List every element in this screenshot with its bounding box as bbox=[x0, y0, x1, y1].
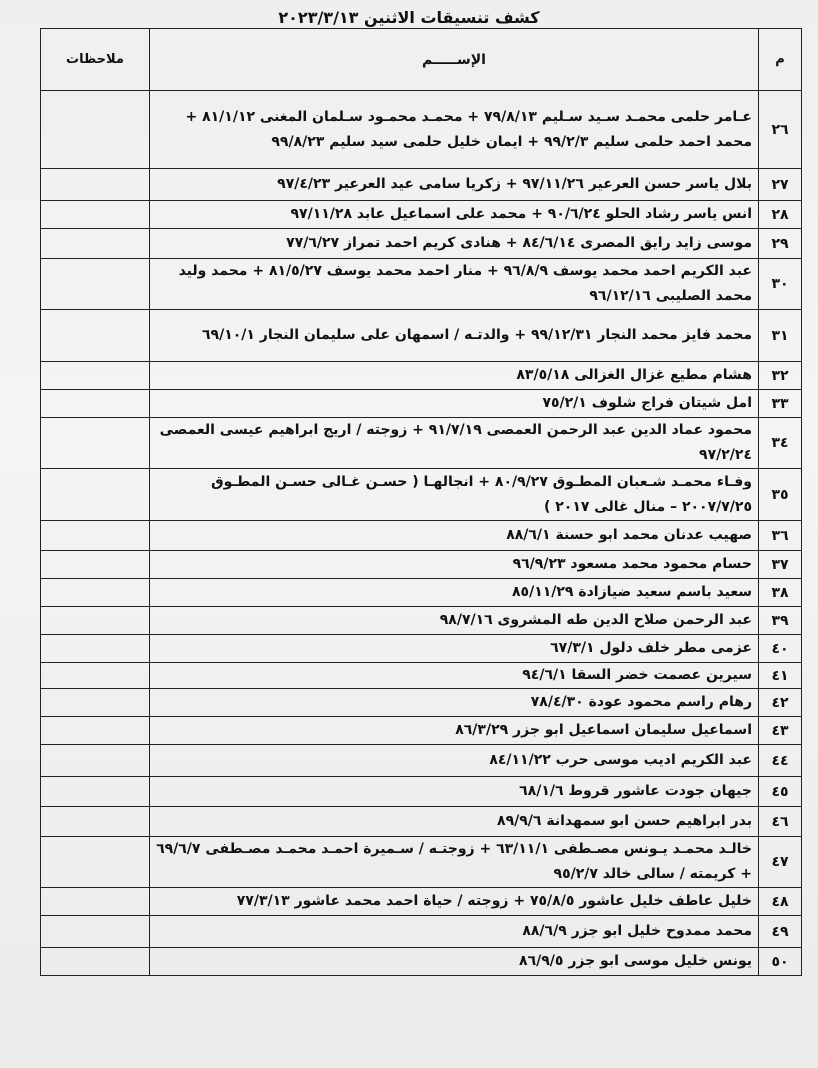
row-number: ٣٧ bbox=[759, 551, 802, 579]
table-row bbox=[41, 229, 802, 259]
row-notes bbox=[41, 689, 150, 717]
row-notes bbox=[41, 418, 150, 469]
row-notes bbox=[41, 745, 150, 777]
row-number: ٤١ bbox=[759, 663, 802, 689]
table-row bbox=[41, 91, 802, 169]
row-name: بلال ياسر حسن العرعير ٩٧/١١/٢٦ + زكريا سامى عيد العرعير ٩٧/٤/٢٣ bbox=[150, 169, 759, 201]
row-name: عبد الرحمن صلاح الدين طه المشروى ٩٨/٧/١٦ bbox=[150, 607, 759, 635]
row-notes bbox=[41, 777, 150, 807]
row-name: عـامر حلمى محمـد سـيد سـليم ٧٩/٨/١٣ + محمـد محمـود سـلمان المغنى ٨١/١/١٢ + محمد احمد حلمى سليم ٩٩/٢/٣ + ايمان خليل حلمى سيد سليم ٩٩/٨/٢٣ bbox=[150, 91, 759, 169]
page-title: كشف تنسيقات الاثنين ٢٠٢٣/٣/١٣ bbox=[278, 8, 540, 27]
row-notes bbox=[41, 169, 150, 201]
row-notes bbox=[41, 229, 150, 259]
row-number: ٣٥ bbox=[759, 469, 802, 521]
row-number: ٣١ bbox=[759, 310, 802, 362]
row-notes bbox=[41, 717, 150, 745]
table-row bbox=[41, 888, 802, 916]
header-notes: ملاحظات bbox=[41, 29, 150, 91]
row-notes bbox=[41, 888, 150, 916]
row-number: ٤٤ bbox=[759, 745, 802, 777]
row-number: ٤٩ bbox=[759, 916, 802, 948]
row-notes bbox=[41, 201, 150, 229]
row-name: موسى زايد رايق المصرى ٨٤/٦/١٤ + هنادى كريم احمد تمراز ٧٧/٦/٢٧ bbox=[150, 229, 759, 259]
row-name: امل شيتان فراج شلوف ٧٥/٢/١ bbox=[150, 390, 759, 418]
row-name: انس ياسر رشاد الحلو ٩٠/٦/٢٤ + محمد على اسماعيل عابد ٩٧/١١/٢٨ bbox=[150, 201, 759, 229]
row-number: ٣٦ bbox=[759, 521, 802, 551]
table-row bbox=[41, 689, 802, 717]
header-name: الإســـــم bbox=[150, 29, 759, 91]
table-row bbox=[41, 663, 802, 689]
row-number: ٤٥ bbox=[759, 777, 802, 807]
row-notes bbox=[41, 579, 150, 607]
row-notes bbox=[41, 607, 150, 635]
row-name: رهام راسم محمود عودة ٧٨/٤/٣٠ bbox=[150, 689, 759, 717]
table-row bbox=[41, 717, 802, 745]
table-row bbox=[41, 777, 802, 807]
row-notes bbox=[41, 948, 150, 976]
row-number: ٣٩ bbox=[759, 607, 802, 635]
row-number: ٢٨ bbox=[759, 201, 802, 229]
table-row bbox=[41, 635, 802, 663]
row-notes bbox=[41, 469, 150, 521]
table-row bbox=[41, 201, 802, 229]
row-notes bbox=[41, 837, 150, 888]
row-number: ٣٢ bbox=[759, 362, 802, 390]
table-body bbox=[41, 91, 802, 976]
row-name: سعيد باسم سعيد ضيازادة ٨٥/١١/٢٩ bbox=[150, 579, 759, 607]
row-notes bbox=[41, 259, 150, 310]
row-name: اسماعيل سليمان اسماعيل ابو جزر ٨٦/٣/٢٩ bbox=[150, 717, 759, 745]
table-row bbox=[41, 837, 802, 888]
table-row bbox=[41, 551, 802, 579]
table-row bbox=[41, 169, 802, 201]
row-name: محمد فايز محمد النجار ٩٩/١٢/٣١ + والدتـه / اسمهان على سليمان النجار ٦٩/١٠/١ bbox=[150, 310, 759, 362]
table-row bbox=[41, 916, 802, 948]
row-name: صهيب عدنان محمد ابو حسنة ٨٨/٦/١ bbox=[150, 521, 759, 551]
row-number: ٤٦ bbox=[759, 807, 802, 837]
row-name: حسام محمود محمد مسعود ٩٦/٩/٢٣ bbox=[150, 551, 759, 579]
row-number: ٤٣ bbox=[759, 717, 802, 745]
row-name: عبد الكريم اديب موسى حرب ٨٤/١١/٢٢ bbox=[150, 745, 759, 777]
table-row bbox=[41, 579, 802, 607]
row-notes bbox=[41, 91, 150, 169]
row-name: بدر ابراهيم حسن ابو سمهدانة ٨٩/٩/٦ bbox=[150, 807, 759, 837]
row-notes bbox=[41, 390, 150, 418]
row-name: خالـد محمـد يـونس مصـطفى ٦٣/١١/١ + زوجتـه / سـميرة احمـد محمـد مصـطفى ٦٩/٦/٧ + كريمته / سالى خالد ٩٥/٢/٧ bbox=[150, 837, 759, 888]
row-number: ٣٨ bbox=[759, 579, 802, 607]
row-notes bbox=[41, 916, 150, 948]
row-number: ٢٦ bbox=[759, 91, 802, 169]
row-number: ٢٧ bbox=[759, 169, 802, 201]
row-notes bbox=[41, 521, 150, 551]
row-number: ٣٠ bbox=[759, 259, 802, 310]
row-number: ٢٩ bbox=[759, 229, 802, 259]
table-row bbox=[41, 521, 802, 551]
row-name: يونس خليل موسى ابو جزر ٨٦/٩/٥ bbox=[150, 948, 759, 976]
row-number: ٤٢ bbox=[759, 689, 802, 717]
row-number: ٥٠ bbox=[759, 948, 802, 976]
names-table bbox=[40, 28, 802, 976]
row-name: سيرين عصمت خضر السقا ٩٤/٦/١ bbox=[150, 663, 759, 689]
row-name: عزمى مطر خلف دلول ٦٧/٣/١ bbox=[150, 635, 759, 663]
table-row bbox=[41, 390, 802, 418]
header-number: م bbox=[759, 29, 802, 91]
row-number: ٤٨ bbox=[759, 888, 802, 916]
row-number: ٤٧ bbox=[759, 837, 802, 888]
table-row bbox=[41, 362, 802, 390]
row-name: هشام مطيع غزال الغزالى ٨٣/٥/١٨ bbox=[150, 362, 759, 390]
table-row bbox=[41, 418, 802, 469]
row-name: عبد الكريم احمد محمد يوسف ٩٦/٨/٩ + منار احمد محمد يوسف ٨١/٥/٢٧ + محمد وليد محمد الصليبى ٩٦/١٢/١٦ bbox=[150, 259, 759, 310]
row-notes bbox=[41, 310, 150, 362]
row-number: ٣٣ bbox=[759, 390, 802, 418]
table-header-row bbox=[41, 29, 802, 91]
row-number: ٣٤ bbox=[759, 418, 802, 469]
row-notes bbox=[41, 635, 150, 663]
row-number: ٤٠ bbox=[759, 635, 802, 663]
table-row bbox=[41, 948, 802, 976]
row-name: خليل عاطف خليل عاشور ٧٥/٨/٥ + زوجته / حياة احمد محمد عاشور ٧٧/٣/١٣ bbox=[150, 888, 759, 916]
row-name: محمود عماد الدين عبد الرحمن العمصى ٩١/٧/١٩ + زوجته / اريج ابراهيم عيسى العمصى ٩٧/٢/٢٤ bbox=[150, 418, 759, 469]
row-notes bbox=[41, 551, 150, 579]
table-row bbox=[41, 745, 802, 777]
table-row bbox=[41, 310, 802, 362]
row-name: جيهان جودت عاشور قروط ٦٨/١/٦ bbox=[150, 777, 759, 807]
table-row bbox=[41, 469, 802, 521]
table-row bbox=[41, 807, 802, 837]
row-name: محمد ممدوح خليل ابو جزر ٨٨/٦/٩ bbox=[150, 916, 759, 948]
table-row bbox=[41, 607, 802, 635]
row-notes bbox=[41, 807, 150, 837]
row-name: وفـاء محمـد شـعبان المطـوق ٨٠/٩/٢٧ + انجالهـا ( حسـن غـالى حسـن المطـوق ٢٠٠٧/٧/٢٥ – منال غالى ٢٠١٧ ) bbox=[150, 469, 759, 521]
row-notes bbox=[41, 663, 150, 689]
table-row bbox=[41, 259, 802, 310]
row-notes bbox=[41, 362, 150, 390]
